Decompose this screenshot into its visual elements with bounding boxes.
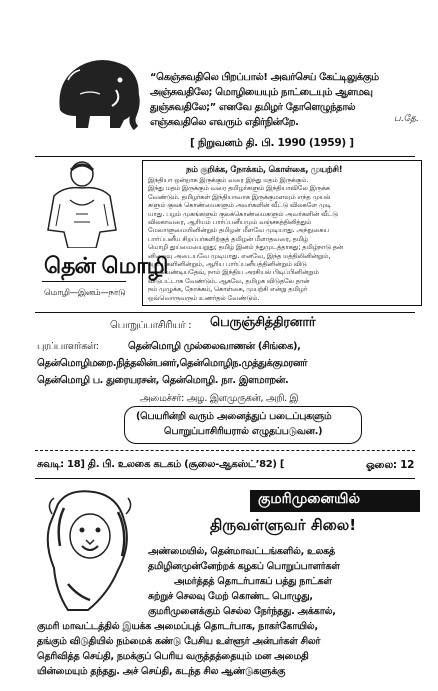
notice-line: பொறுப்பாசிரியரால் எழுதப்படுவன.) [164,426,323,437]
elephant-illustration [50,50,146,130]
quote-line: அஞ்சுவதிலே; மொழியையும் நாட்டையும் ஆளமவு [150,87,373,98]
masthead-motto: மொழி—இனம்—நாடு [44,288,126,298]
aim-text [148,176,418,302]
article-line: குமரி மாவட்டத்தில் இயக்க அமைப்புத் தொடர்பாக, நாகர்கோயில், [37,621,318,632]
article-line: யின்மையும் தந்தது. அச் செய்தி, கடந்த சில ஆண்டுகளுக்கு [37,666,286,677]
founded-line: [ நிறுவனம் தி. பி. 1990 (1959) ] [190,137,354,149]
top-quote [150,70,420,130]
article-intro [148,544,420,619]
publishers-line: தென்மொழி முல்லைவாணன் (சிங்கை), [128,341,301,352]
aim-line: விடுபட்டாக வேண்டும். ஆகவே, தமிழக விடுதலே தான் [148,276,310,285]
article-title: குமரிமுனையில் [258,491,361,507]
editor-name: பெருஞ்சித்திரனார் [210,315,316,330]
aim-line: பார்ப்பனீய சிறப்பர்களிற்குத் தமிழன் மீளாதவரை, தமிழ் [148,234,309,243]
aim-line: ஒவ்வொருவரும் உணர்தல் வேண்டும். [148,293,260,302]
article-line: அமர்த்தத் தொடர்பாகப் பத்து நாட்கள் [174,576,332,587]
publishers-line: தென்மொழிமறை.நித்தலின்பனர்,தென்மொழிந.முத்துக்குமரனர் [37,358,308,369]
aim-heading: நம் குறிக்க, நோக்கம், கொள்கை, முயற்சி! [186,165,343,175]
aim-line: பட வேண்டியதேவ், நாம் இந்திய அரசியல் பிடிப்பினின்றும் [148,268,319,277]
article-line: தங்கும் விடுதியில் நம்மைக் கண்டு பேசிய உள்ளூர் அன்பர்கள் சிலர் [37,636,321,647]
aim-line: மொழி துய்மையைறுது; தமிழ் இனம் ந்துமுடத்தாகது; தமிழ்நாடு தன் [148,243,344,252]
aim-line: வேண்டும். தமிழர்கள் இந்தியாவாக இருக்குமளவும் எந்த முயல் [148,192,331,201]
article-line: சுற்றுச் செலவு மேற் கொண்ட பொழுது, [148,591,313,602]
warrior-illustration [40,160,124,248]
article-line: குமரிமுனைக்கும் செல்ல நேர்ந்தது. அக்கால், [148,606,336,617]
lion-illustration [38,484,138,616]
article-title: திருவள்ளுவர் சிலை! [210,516,357,534]
quote-line: “கெஞ்சுவதிலெ பிறப்பால்! அவர்செய் கேட்டிலுக்கும் [150,72,379,83]
designer-line: அமைச்சர்: அழ. இளமுருகன், அறி. இ [140,393,299,404]
aim-line: னிறைவு அடையவே முடியாது. எனவே, இந்த மத்திலினின்றும், [148,251,331,260]
aim-line: களும் குலக் கொண்மைகளும் அவர்களின் வீட்டு விலகளே முடி [148,201,332,210]
quote-line: எஞ்சுவதிலெ எவரும் எதிர்நின்றே. [150,117,299,128]
article-line: தெரிவித்த செய்தி, நமக்குப் பெரிய வருத்தத்தையும் மன அமைதி [37,651,309,662]
publishers-label: புரப்பாளர்கள்: [37,341,99,352]
quote-line: துஞ்சுவதிலே;” எனவே தமிழர் தோளெழுந்தால் [150,102,356,113]
masthead-title: தென் மொழி [44,254,168,279]
aim-line: இந்தியா ஒன்றாக இருக்கும் வரை இந்து மதம் இருக்கும். [148,176,309,184]
editor-label: பொறுப்பாசிரியர் : [110,320,192,331]
aim-line: விலகாவரை, ஆரியம் பார்ப்பனீயமும் வஞ்சகத்தினித்தும் [148,218,312,227]
aim-line: இந்து மதம் இருக்கும் வரை தமிழர்களும் இந்தியாவிலே இருக்க [148,184,330,193]
article-body [37,619,427,679]
aim-line: கழப்புகளினின்றும், ஆரிய பார்ப்பனீயத்தினின்றும் விடு [148,260,307,269]
signature: ப.தே. [394,114,419,124]
aim-line: யாது. பழம் முகங்களும் குலக்கொண்மைகளும் அவர்களின் வீட்டு [148,209,338,218]
notice-line: (பெயரின்றி வரும் அனைத்துப் படைப்புகளும் [136,411,332,422]
aim-line: மேலாளுமையினின்றும் தமிழன் மீளவே முடியாது. அந்நுகைய [148,226,329,235]
issue-line: சுவடி: 18] தி. பி. உலகை கடகம் (சூலை-ஆகஸ்ட்’82) [ [37,459,285,470]
article-line: அண்மையில், தென்மாவட்டங்களில், உலகத் [148,546,335,557]
article-line: தமிழினமுன்னேற்றக் கழகப் பொறுப்பாளர்கள் [148,561,340,572]
issue-number: ஓலை: 12 [366,459,415,471]
aim-line: நம் முழுக்க, நோக்கம், கொள்கை, முயற்சி என்று தமிழர் [148,285,308,294]
publishers-line: தென்மொழி ப. துரையரசன், தென்மொழி. நா. இளமாறன். [37,375,289,386]
